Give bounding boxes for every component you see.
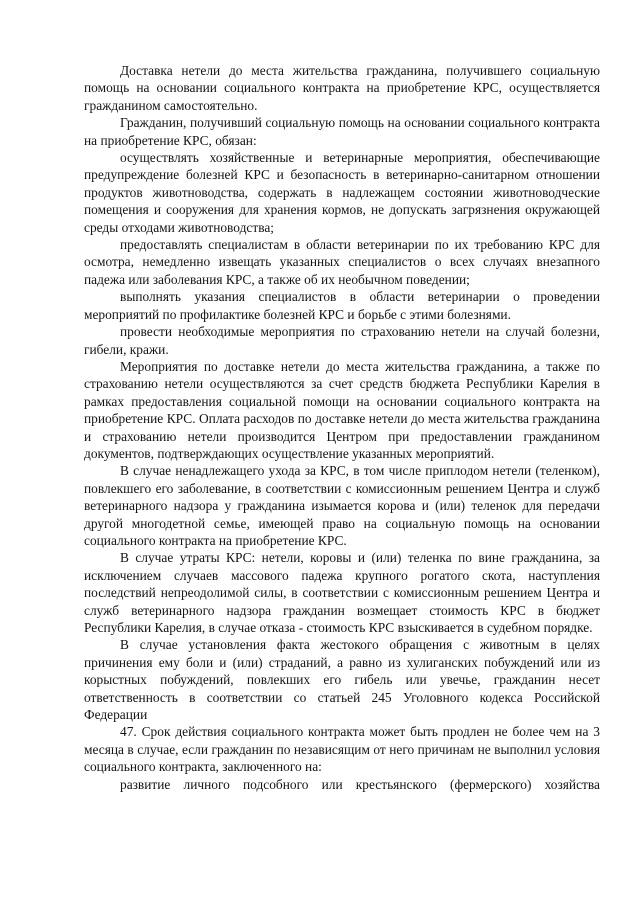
paragraph-obligation-insurance: провести необходимые мероприятия по страхованию нетели на случай болезни, гибели, кражи.: [84, 324, 600, 357]
paragraph-obligation-veterinary-measures: осуществлять хозяйственные и ветеринарные мероприятия, обеспечивающие предупреждение болезней КРС и безопасность в ветеринарно-санитарном отношении продуктов животноводства, содержать в надлежащем состоянии животноводческие помещения и сооружения для хранения кормов, не допускать загрязнения окружающей среды отходами животноводства;: [84, 150, 600, 235]
document-body: [84, 62, 600, 793]
paragraph-obligations-intro: Гражданин, получивший социальную помощь на основании социального контракта на приобретение КРС, обязан:: [84, 115, 600, 148]
paragraph-improper-care: В случае ненадлежащего ухода за КРС, в том числе приплодом нетели (теленком), повлекшего его заболевание, в соответствии с комиссионным решением Центра и служб ветеринарного надзора у гражданина изымается корова и (или) теленок для передачи другой многодетной семье, имеющей право на социальную помощь на основании социального контракта на приобретение КРС.: [84, 463, 600, 548]
paragraph-obligation-prevention: выполнять указания специалистов в области ветеринарии о проведении мероприятий по профилактике болезней КРС и борьбе с этими болезнями.: [84, 289, 600, 322]
paragraph-obligation-inspection: предоставлять специалистам в области ветеринарии по их требованию КРС для осмотра, немедленно извещать указанных специалистов о всех случаях внезапного падежа или заболевания КРС, а также об их необычном поведении;: [84, 237, 600, 287]
paragraph-cruelty: В случае установления факта жестокого обращения с животным в целях причинения ему боли и (или) страданий, а равно из хулиганских побуждений или из корыстных побуждений, повлекших его гибель или увечье, гражданин несет ответственность в соответствии со статьей 245 Уголовного кодекса Российской Федерации: [84, 637, 600, 723]
paragraph-clause-47: 47. Срок действия социального контракта может быть продлен не более чем на 3 месяца в случае, если гражданин по независящим от него причинам не выполнил условия социального контракта, заключенного на:: [84, 724, 600, 775]
paragraph-farming: развитие личного подсобного или крестьянского (фермерского) хозяйства: [120, 776, 600, 792]
paragraph-funding: Мероприятия по доставке нетели до места жительства гражданина, а также по страхованию нетели осуществляются за счет средств бюджета Республики Карелия в рамках предоставления социальной помощи на основании социального контракта на приобретение КРС. Оплата расходов по доставке нетели до места жительства гражданина и страхованию нетели производится Центром при предоставлении гражданином документов, подтверждающих осуществление указанных мероприятий.: [84, 358, 600, 461]
paragraph-loss: В случае утраты КРС: нетели, коровы и (или) теленка по вине гражданина, за исключением случаев массового падежа крупного рогатого скота, наступления последствий непреодолимой силы, в соответствии с комиссионным решением Центра и служб ветеринарного надзора гражданин возмещает стоимость КРС в бюджет Республики Карелия, в случае отказа - стоимость КРС взыскивается в судебном порядке.: [84, 550, 600, 635]
paragraph-delivery: Доставка нетели до места жительства гражданина, получившего социальную помощь на основании социального контракта на приобретение КРС, осуществляется гражданином самостоятельно.: [84, 63, 600, 113]
